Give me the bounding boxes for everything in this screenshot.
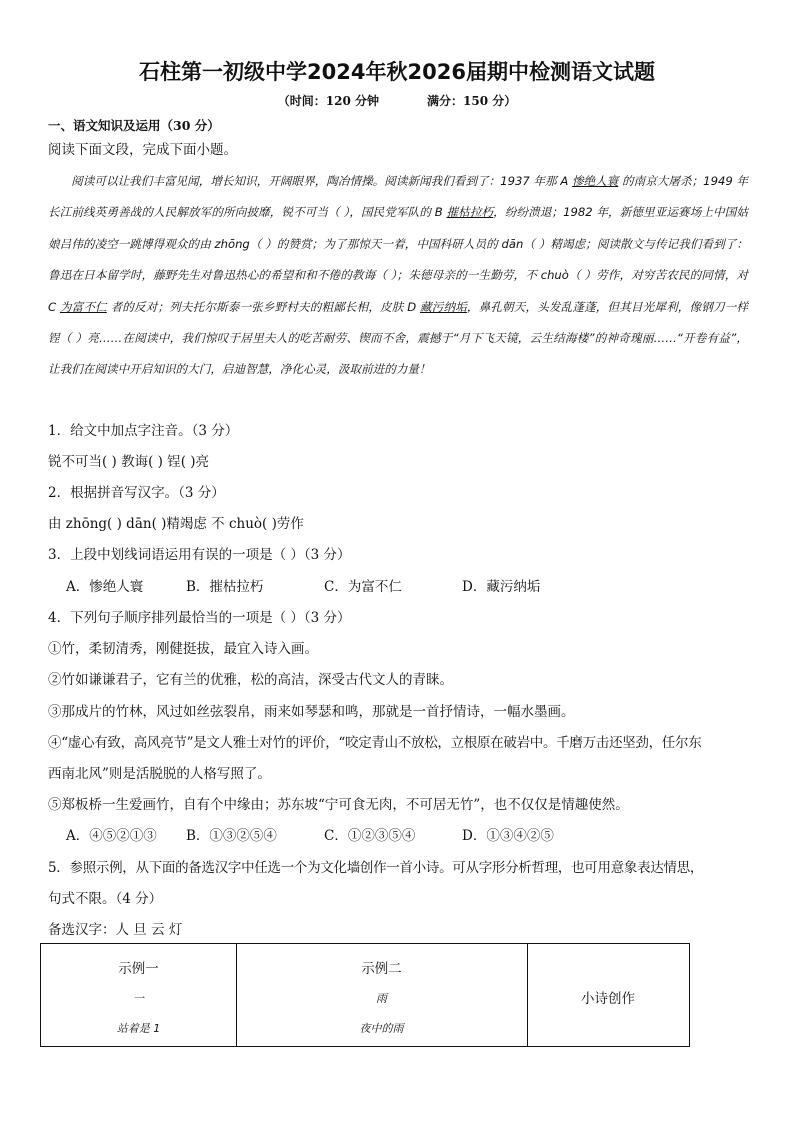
question-3-option-d: D．藏污纳垢 xyxy=(462,579,541,595)
question-4-sentence-5: ⑤郑板桥一生爱画竹，自有个中缘由；苏东坡“宁可食无肉，不可居无竹”，也不仅仅是情趣使然。 xyxy=(48,797,629,813)
question-4-option-d: D．①③④②⑤ xyxy=(462,828,554,844)
passage-text: 者的反对；列夫托尔斯泰一张乡野村夫的粗鄙长相，皮肤 D xyxy=(106,299,421,314)
underlined-term-b: 摧枯拉朽 xyxy=(446,205,494,220)
passage-text: 阅读可以让我们丰富见闻，增长知识，开阔眼界，陶冶情操。阅读新闻我们看到了：1937 年那 A xyxy=(71,174,572,188)
question-2-answer-line: 由 zhōng( ) dān( )精竭虑 不 chuò( )劳作 xyxy=(48,516,304,532)
question-3-option-c: C．为富不仁 xyxy=(324,579,402,595)
question-3-option-b: B．摧枯拉朽 xyxy=(186,579,264,595)
question-3-stem: 3．上段中划线词语运用有误的一项是（ ）（3 分） xyxy=(48,547,351,563)
passage-text: ，鼻孔朝天，头发乱蓬蓬，但其目光犀利，像钢刀一样锃（ ）亮……在阅读中，我们惊叹于居里夫人的吃苦耐劳、锲而不舍，震撼于“月下飞天镜，云生结海楼”的神奇瑰丽……“开卷有益”，让我们在阅读中开启知识的大门，启迪智慧，净化心灵，汲取前进的力量！ xyxy=(48,299,748,377)
question-4-option-c: C．①②③⑤④ xyxy=(324,828,416,844)
question-4-sentence-4: ④“虚心有致，高风亮节”是文人雅士对竹的评价，“咬定青山不放松，立根原在破岩中。千磨万击还坚劲，任尔东 xyxy=(48,735,702,751)
question-4-option-a: A．④⑤②①③ xyxy=(66,828,157,844)
example-1-heading: 示例一 xyxy=(118,961,159,977)
question-3-option-a: A．惨绝人寰 xyxy=(66,579,144,595)
question-4-stem: 4．下列句子顺序排列最恰当的一项是（ ）（3 分） xyxy=(48,610,351,626)
exam-title: 石柱第一初级中学2024年秋2026届期中检测语文试题 xyxy=(139,60,655,84)
example-2-heading: 示例二 xyxy=(361,961,402,977)
question-4-sentence-2: ②竹如谦谦君子，它有兰的优雅，松的高洁，深受古代文人的青睐。 xyxy=(48,672,453,688)
question-4-sentence-1: ①竹，柔韧清秀，刚健挺拔，最宜入诗入画。 xyxy=(48,641,318,657)
reading-passage xyxy=(48,166,748,386)
example-2-character: 雨 xyxy=(376,992,387,1005)
poem-table xyxy=(40,943,690,1047)
section-heading: 一、语文知识及运用（30 分） xyxy=(48,118,220,133)
exam-score: 满分：150 分） xyxy=(427,94,517,108)
exam-subtitle xyxy=(0,92,794,109)
example-2-poem-line: 夜中的雨 xyxy=(359,1022,404,1035)
passage-text: ，纷纷溃退；1982 年，新德里亚运赛场上中国姑娘吕伟的凌空一跳博得观众的由 zhōng（ ）的赞赏；为了那惊天一着，中国科研人员的 dān（ ）精竭虑；阅读散文与传记我们看到了：鲁迅在日本留学时，藤野先生对鲁迅热心的希望和和不倦的教诲（ ）；朱德母亲的一生勤劳，不 chuò（ ）劳作，对穷苦农民的同情，对 C xyxy=(48,205,748,314)
question-4-sentence-3: ③那成片的竹林，风过如丝弦裂帛，雨来如琴瑟和鸣，那就是一首抒情诗，一幅水墨画。 xyxy=(48,704,575,720)
underlined-term-a: 惨绝人寰 xyxy=(571,174,619,188)
example-1-character: 一 xyxy=(133,992,144,1005)
candidate-characters: 备选汉字：人 旦 云 灯 xyxy=(48,922,183,938)
example-1-poem-line: 站着是 1 xyxy=(116,1022,161,1035)
question-5-stem: 5．参照示例，从下面的备选汉字中任选一个为文化墙创作一首小诗。可从字形分析哲理，也可用意象表达情思， xyxy=(48,860,704,876)
exam-time: （时间：120 分钟 xyxy=(277,94,379,108)
reading-instruction: 阅读下面文段，完成下面小题。 xyxy=(48,142,237,158)
question-1-answer-line: 锐不可当( ) 教诲( ) 锃( )亮 xyxy=(48,454,210,470)
question-4-option-b: B．①③②⑤④ xyxy=(186,828,277,844)
underlined-term-d: 藏污纳垢 xyxy=(420,299,467,314)
underlined-term-c: 为富不仁 xyxy=(59,299,107,314)
question-5-stem-cont: 句式不限。（4 分） xyxy=(48,891,163,907)
poem-creation-cell[interactable]: 小诗创作 xyxy=(581,991,635,1007)
question-2-stem: 2．根据拼音写汉字。（3 分） xyxy=(48,485,225,501)
question-1-stem: 1．给文中加点字注音。（3 分） xyxy=(48,423,239,439)
question-4-sentence-4-cont: 西南北风”则是活脱脱的人格写照了。 xyxy=(48,766,271,782)
passage-text: 的南京大屠杀；1949 年长江前线英勇善战的人民解放军的所向披靡，锐不可当（ ），国民党军队的 B xyxy=(48,174,748,220)
